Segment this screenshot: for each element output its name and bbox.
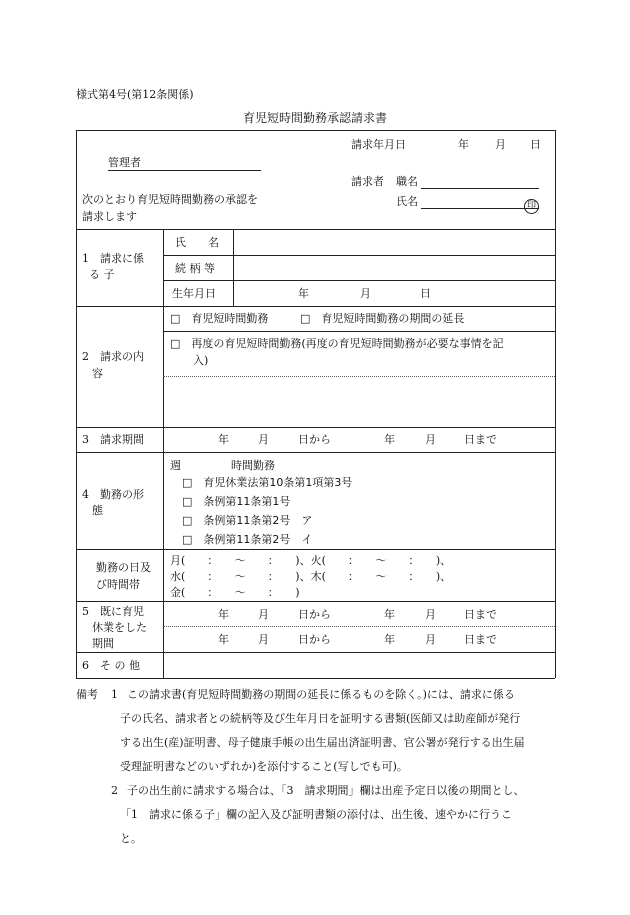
birth-day: 日 bbox=[420, 287, 431, 300]
form-option-3[interactable]: □ 条例第11条第2号 ア bbox=[182, 514, 313, 527]
manager-line[interactable] bbox=[108, 170, 261, 171]
option-extension[interactable]: □ 育児短時間勤務の期間の延長 bbox=[300, 312, 465, 325]
leave2-year: 年 bbox=[218, 633, 229, 646]
schedule-row-3[interactable]: 金( ： 〜 ： ) bbox=[170, 586, 300, 599]
seal-circle: 印 bbox=[524, 199, 539, 214]
section5-label-3: 期間 bbox=[92, 637, 114, 650]
form-option-2[interactable]: □ 条例第11条第1号 bbox=[182, 495, 291, 508]
requester-label: 請求者 bbox=[351, 175, 384, 188]
name-line[interactable] bbox=[421, 208, 539, 209]
leave1-month: 月 bbox=[258, 608, 269, 621]
period-month: 月 bbox=[258, 433, 269, 446]
birth-month: 月 bbox=[360, 287, 371, 300]
note1-line-2: 子の氏名、請求者との続柄等及び生年月日を証明する書類(医師又は助産師が発行 bbox=[120, 712, 521, 725]
form-number: 様式第4号(第12条関係) bbox=[76, 88, 194, 101]
leave2-year-2: 年 bbox=[384, 633, 395, 646]
request-date-day: 日 bbox=[530, 138, 541, 151]
schedule-row-1[interactable]: 月( ： 〜 ： )、火( ： 〜 ： )、 bbox=[170, 554, 452, 567]
section1-label-1: 1 請求に係 bbox=[82, 252, 144, 265]
section5-label-2: 休業をした bbox=[92, 621, 147, 634]
note2-line-1: 子の出生前に請求する場合は、「3 請求期間」欄は出産予定日以後の期間とし、 bbox=[127, 784, 525, 797]
section5-label-1: 5 既に育児 bbox=[82, 605, 144, 618]
note1-line-3: する出生(産)証明書、母子健康手帳の出生届出済証明書、官公署が発行する出生届 bbox=[120, 736, 525, 749]
request-date-year: 年 bbox=[458, 138, 469, 151]
job-label: 職名 bbox=[396, 175, 418, 188]
child-birth-label: 生年月日 bbox=[172, 287, 216, 300]
child-name-field[interactable] bbox=[238, 232, 550, 252]
option-short-time[interactable]: □ 育児短時間勤務 bbox=[170, 312, 269, 325]
note2-number: 2 bbox=[111, 784, 118, 797]
period-from: 日から bbox=[298, 433, 331, 446]
week-label: 週 bbox=[170, 459, 181, 472]
page-title: 育児短時間勤務承認請求書 bbox=[243, 111, 388, 125]
other-field[interactable] bbox=[168, 655, 550, 675]
option-again-line-1[interactable]: □ 再度の育児短時間勤務(再度の育児短時間勤務が必要な事情を記 bbox=[170, 337, 504, 350]
section4-label-1: 4 勤務の形 bbox=[82, 488, 144, 501]
leave2-month-2: 月 bbox=[425, 633, 436, 646]
birth-year: 年 bbox=[298, 287, 309, 300]
form-option-4[interactable]: □ 条例第11条第2号 イ bbox=[182, 533, 313, 546]
intro-line-1: 次のとおり育児短時間勤務の承認を bbox=[82, 193, 258, 206]
period-until: 日まで bbox=[464, 433, 497, 446]
section4-label-2: 態 bbox=[92, 504, 103, 517]
leave1-until: 日まで bbox=[464, 608, 497, 621]
note1-number: 1 bbox=[111, 688, 118, 701]
note1-line-1: この請求書(育児短時間勤務の期間の延長に係るものを除く。)には、請求に係る bbox=[127, 688, 515, 701]
request-date-month: 月 bbox=[495, 138, 506, 151]
period-year: 年 bbox=[218, 433, 229, 446]
child-relation-field[interactable] bbox=[238, 258, 550, 278]
leave1-month-2: 月 bbox=[425, 608, 436, 621]
seal-mark bbox=[524, 193, 539, 214]
days-label-1: 勤務の日及 bbox=[96, 561, 151, 574]
schedule-row-2[interactable]: 水( ： 〜 ： )、木( ： 〜 ： )、 bbox=[170, 570, 452, 583]
leave2-until: 日まで bbox=[464, 633, 497, 646]
notes-label: 備考 bbox=[76, 688, 98, 701]
period-year-2: 年 bbox=[384, 433, 395, 446]
reason-field[interactable] bbox=[168, 380, 550, 422]
leave2-from: 日から bbox=[298, 633, 331, 646]
name-label: 氏名 bbox=[396, 195, 418, 208]
period-month-2: 月 bbox=[425, 433, 436, 446]
leave1-year-2: 年 bbox=[384, 608, 395, 621]
note2-line-2: 「1 請求に係る子」欄の記入及び証明書類の添付は、出生後、速やかに行うこ bbox=[120, 808, 512, 821]
leave1-year: 年 bbox=[218, 608, 229, 621]
intro-line-2: 請求します bbox=[82, 210, 137, 223]
section3-label: 3 請求期間 bbox=[82, 433, 144, 446]
section2-label-1: 2 請求の内 bbox=[82, 350, 144, 363]
section6-label: 6 そ の 他 bbox=[82, 659, 140, 672]
leave1-from: 日から bbox=[298, 608, 331, 621]
section2-label-2: 容 bbox=[92, 367, 103, 380]
child-name-label: 氏 名 bbox=[175, 236, 219, 249]
request-date-label: 請求年月日 bbox=[351, 138, 406, 151]
child-relation-label: 続 柄 等 bbox=[175, 262, 215, 275]
form-option-1[interactable]: □ 育児休業法第10条第1項第3号 bbox=[182, 476, 353, 489]
manager-label: 管理者 bbox=[108, 156, 141, 169]
note2-line-3: と。 bbox=[120, 832, 142, 845]
section1-label-2: る 子 bbox=[89, 268, 115, 281]
note1-line-4: 受理証明書などのいずれか)を添付すること(写しでも可)。 bbox=[120, 760, 408, 773]
days-label-2: び時間帯 bbox=[96, 578, 140, 591]
leave2-month: 月 bbox=[258, 633, 269, 646]
hours-label: 時間勤務 bbox=[231, 459, 275, 472]
job-line[interactable] bbox=[421, 188, 539, 189]
option-again-line-2: 入) bbox=[193, 354, 209, 367]
